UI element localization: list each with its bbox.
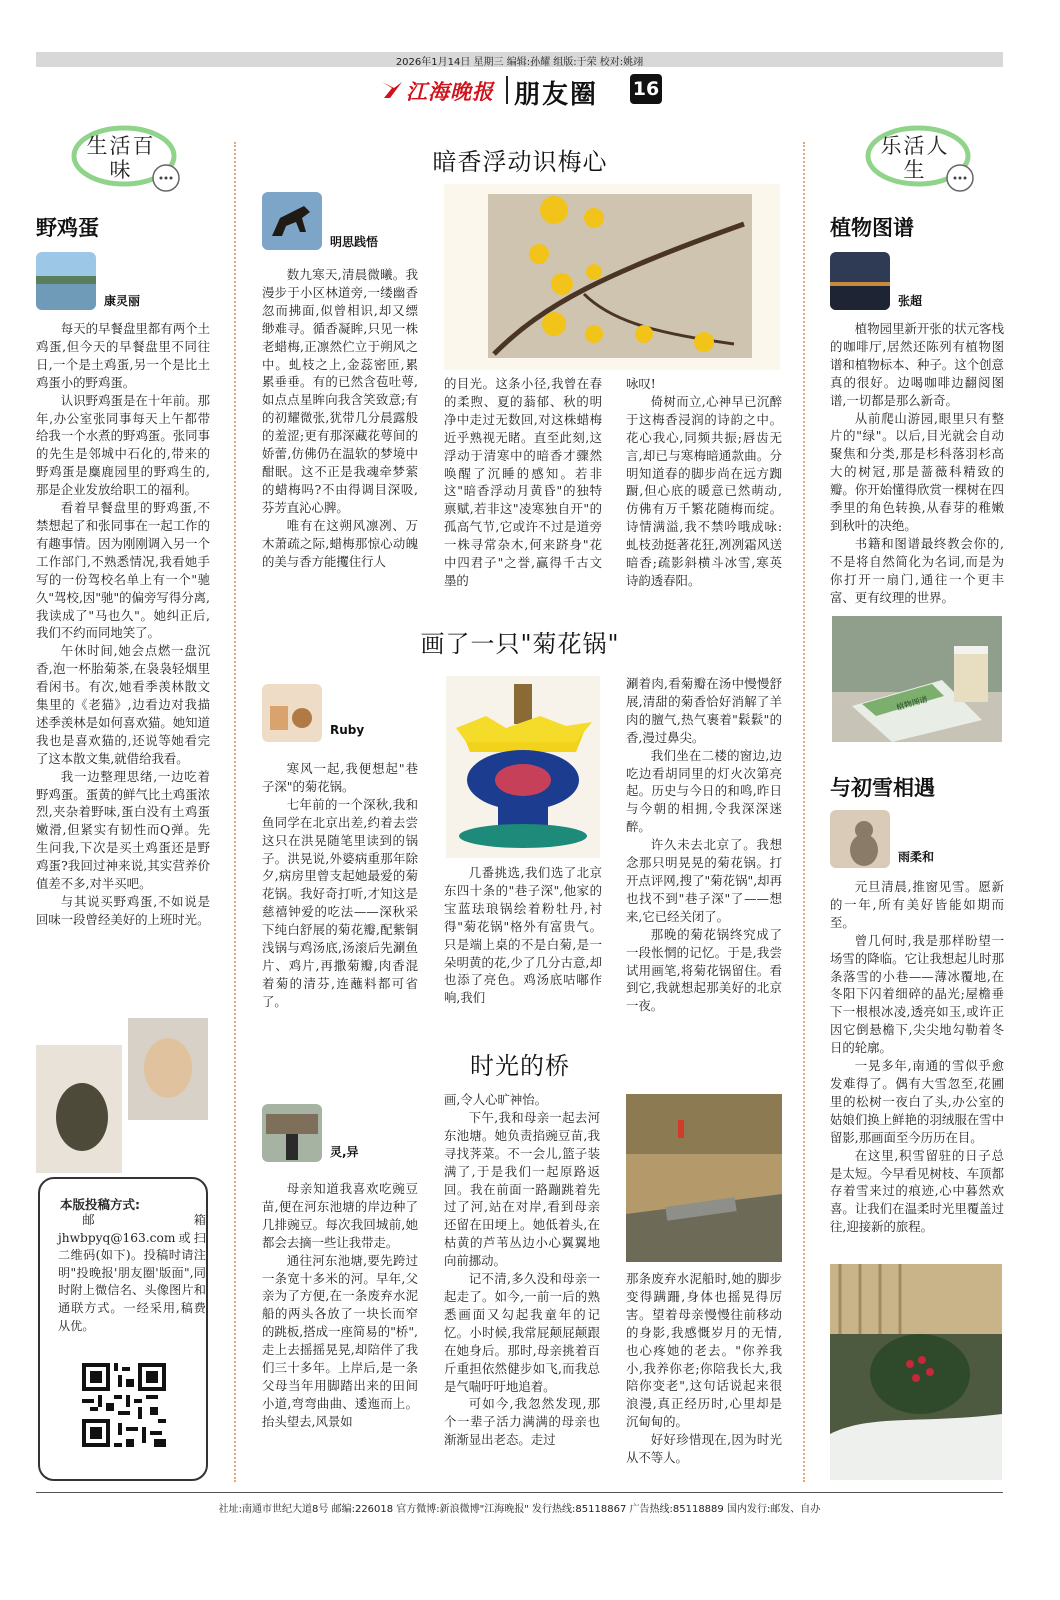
paragraph: 元旦清晨,推窗见雪。愿新的一年,所有美好皆能如期而至。 — [830, 879, 1004, 930]
paragraph: 一晃多年,南通的雪似乎愈发难得了。偶有大雪忽至,花圃里的松树一夜白了头,办公室的姑娘们换上鲜艳的羽绒服在雪中留影,那画面至今历历在目。 — [830, 1058, 1004, 1145]
paragraph: 可如今,我忽然发现,那个一辈子活力满满的母亲也渐渐显出老态。走过 — [444, 1396, 600, 1448]
egg-photo-light — [128, 1018, 208, 1120]
paragraph: 咏叹! — [626, 376, 656, 391]
column-label-left — [66, 122, 184, 196]
paragraph: 那晚的菊花锅终究成了一段怅惘的记忆。于是,我尝试用画笔,将菊花锅留住。看到它,我就想起那美好的北京一夜。 — [626, 926, 782, 1013]
submission-body — [58, 1212, 206, 1335]
article-body-hotpot-col3 — [626, 675, 782, 1013]
paragraph: 唯有在这朔风凛冽、万木萧疏之际,蜡梅那惊心动魄的美与香方能攫住行人 — [262, 517, 418, 569]
article-body-snow — [830, 878, 1004, 1260]
paragraph: 几番挑选,我们选了北京东四十条的"巷子深",他家的宝蓝珐琅锅绘着粉牡丹,衬得"菊花锅"格外有富贵气。只是端上桌的不是白菊,是一朵明黄的花,少了几分古意,却也添了亮色。鸡汤底咕嘟作响,我们 — [444, 865, 602, 1006]
paragraph: 与其说买野鸡蛋,不如说是回味一段曾经美好的上班时光。 — [36, 894, 210, 927]
column-label-right-text: 乐活人生 — [880, 134, 950, 182]
article-title-egg: 野鸡蛋 — [36, 215, 99, 240]
paragraph: 书籍和图谱最终教会你的,不是将自然简化为名词,而是为你打开一扇门,通往一个更丰富、更有纹理的世界。 — [830, 535, 1004, 605]
paragraph: 画,令人心旷神怡。 — [444, 1092, 548, 1107]
paragraph: 植物园里新开张的状元客栈的咖啡厅,居然还陈列有植物图谱和植物标本、种子。这个创意真的很好。边喝咖啡边翻阅图谱,一切都是那么新奇。 — [830, 321, 1004, 408]
article-title-bridge: 时光的桥 — [470, 1052, 570, 1080]
article-body-plum-col1 — [262, 266, 418, 600]
author-avatar-plum — [262, 192, 322, 250]
article-title-plants: 植物图谱 — [830, 215, 914, 240]
author-hotpot: Ruby — [330, 723, 365, 737]
paragraph: 寒风一起,我便想起"巷子深"的菊花锅。 — [262, 761, 418, 794]
paragraph: 的目光。这条小径,我曾在春的柔煦、夏的蓊郁、秋的明净中走过无数回,对这株蜡梅近乎熟视无睹。直至此刻,这浮动于清寒中的暗香才骤然唤醒了沉睡的感知。若非这"暗香浮动月黄昏"的独特禀赋,若非这"凌寒独自开"的孤高气节,它或许不过是道旁一株寻常杂木,何来跻身"花中四君子"之誉,赢得千古文墨的 — [444, 376, 602, 588]
column-divider-right — [803, 142, 805, 1482]
book-cover-title: 植物图谱 — [895, 694, 929, 713]
paragraph: 涮着肉,看菊瓣在汤中慢慢舒展,清甜的菊香恰好消解了羊肉的膻气,热气裹着"鬏鬏"的香,漫过鼻尖。 — [626, 676, 782, 745]
author-snow: 雨柔和 — [898, 850, 935, 864]
paragraph: 记不清,多久没和母亲一起走了。如今,一前一后的熟悉画面又勾起我童年的记忆。小时候,我常屁颠屁颠跟在她身后。那时,母亲挑着百斤重担依然健步如飞,而我总是气喘吁吁地追着。 — [444, 1271, 600, 1394]
paragraph: 好好珍惜现在,因为时光从不等人。 — [626, 1432, 782, 1466]
submission-title: 本版投稿方式: — [60, 1197, 140, 1212]
wintersweet-photo — [444, 184, 780, 370]
author-avatar-egg — [36, 252, 96, 310]
paragraph: 每天的早餐盘里都有两个土鸡蛋,但今天的早餐盘里不同往日,一个是土鸡蛋,另一个是比土鸡蛋小的野鸡蛋。 — [36, 321, 210, 390]
article-body-plum-col2 — [444, 375, 602, 597]
article-body-bridge-col3 — [626, 1270, 782, 1472]
paragraph: 从前爬山游园,眼里只有整片的"绿"。以后,目光就会自动聚焦和分类,那是杉科落羽杉高大的树冠,那是蔷薇科精致的瓣。你开始懂得欣赏一棵树在四季里的角色转换,从春芽的稚嫩到秋叶的决绝。 — [830, 410, 1004, 533]
masthead — [380, 72, 680, 108]
paragraph: 我一边整理思绪,一边吃着野鸡蛋。蛋黄的鲜气比土鸡蛋浓烈,夹杂着野味,蛋白没有土鸡蛋嫩滑,但紧实有韧性而Q弹。先生问我,下次是买土鸡蛋还是野鸡蛋?我回过神来说,其实营养价值差不多,对半买吧。 — [36, 768, 210, 892]
snow-garden-photo — [830, 1264, 1002, 1480]
author-avatar-hotpot — [262, 684, 322, 742]
submission-box — [38, 1177, 208, 1481]
submission-text: 邮箱jhwbpyq@163.com或扫二维码(如下)。投稿时请注明"投晚报'朋友圈'版面",同时附上微信名、头像图片和通联方式。一经采用,稿费从优。 — [58, 1213, 206, 1333]
paragraph: 许久未去北京了。我想念那只明晃晃的菊花锅。打开点评网,搜了"菊花锅",却再也找不到"巷子深"了——想来,它已经关闭了。 — [626, 837, 782, 924]
author-plants: 张超 — [898, 294, 923, 308]
paragraph: 数九寒天,清晨微曦。我漫步于小区林道旁,一缕幽香忽而拂面,似曾相识,却又缥缈难寻。循香凝眸,只见一株老蜡梅,正凛然伫立于朔风之中。虬枝之上,金蕊密匝,累累垂垂。有的已然含苞吐萼,如点点星眸向我含笑致意;有的初耀微张,犹带几分晨露般的羞涩;更有那深藏花萼间的娇蕾,仿佛仍在温软的梦境中酣眠。这不正是我魂牵梦萦的蜡梅吗?不由得调目深吸,芬芳直沁心脾。 — [262, 267, 418, 515]
page-number: 16 — [630, 74, 662, 104]
paragraph: 通往河东池塘,要先跨过一条宽十多米的河。早年,父亲为了方便,在一条废弃水泥船的两头各放了一块长而窄的跳板,搭成一座简易的"桥",走上去摇摇晃晃,却陪伴了我们三十多年。上岸后,是一条父母当年用脚踏出来的田间小道,弯弯曲曲、逶迤而上。抬头望去,风景如 — [262, 1252, 418, 1429]
author-avatar-bridge — [262, 1104, 322, 1162]
author-plum: 明思践悟 — [330, 235, 379, 249]
issue-info-bar — [36, 52, 1003, 67]
paragraph: 曾几何时,我是那样盼望一场雪的降临。它让我想起儿时那条落雪的小巷——薄冰覆地,在冬阳下闪着细碎的晶光;屋檐垂下一根根冰凌,透亮如玉,或许正因它倒悬檐下,尖尖地勾勒着冬日的轮廓。 — [830, 932, 1004, 1056]
author-avatar-plants — [830, 252, 890, 310]
paragraph: 午休时间,她会点燃一盘沉香,泡一杯胎菊茶,在袅袅轻烟里看闲书。有次,她看季羡林散文集里的《老猫》,边看边对我描述季羡林是如何喜欢猫。她知道我也是喜欢猫的,还说等她看完了这本散文集,就借给我看。 — [36, 643, 210, 766]
article-title-plum: 暗香浮动识梅心 — [432, 148, 608, 176]
paragraph: 在这里,积雪留驻的日子总是太短。今早看见树枝、车顶都存着雪来过的痕迹,心中暮然欢喜。让我们在温柔时光里覆盖过往,迎接新的旅程。 — [830, 1147, 1004, 1235]
paragraph: 母亲知道我喜欢吃豌豆苗,便在河东池塘的岸边种了几排豌豆。每次我回城前,她都会去摘一些让我带走。 — [262, 1181, 418, 1250]
paragraph: 看着早餐盘里的野鸡蛋,不禁想起了和张同事在一起工作的有趣事情。因为刚刚调入另一个工作部门,不熟悉情况,我看她手写的一份驾校名单上有一个"驰久"驾校,因"驰"的偏旁写得分离,我读成了"马也久"。她纠正后,我们不约而同地笑了。 — [36, 500, 210, 641]
author-egg: 康灵丽 — [104, 294, 141, 308]
paragraph: 那条废弃水泥船时,她的脚步变得蹒跚,身体也摇晃得厉害。望着母亲慢慢往前移动的身影,我感慨岁月的无情,也心疼她的老去。"你养我小,我养你老;你陪我长大,我陪你变老",这句话说起来很浪漫,真正经历时,心里却是沉甸甸的。 — [626, 1271, 782, 1430]
plant-atlas-photo — [832, 616, 1002, 742]
article-body-plants — [830, 320, 1004, 612]
hotpot-painting — [446, 676, 600, 858]
author-bridge: 灵,异 — [330, 1145, 359, 1159]
qr-code-icon[interactable] — [82, 1363, 166, 1447]
article-title-hotpot: 画了一只"菊花锅" — [420, 630, 620, 658]
column-label-right — [860, 122, 978, 196]
column-divider-left — [234, 142, 236, 1482]
article-body-egg — [36, 320, 210, 1020]
footer-divider — [36, 1492, 1003, 1493]
paper-name: 江海晚报 — [406, 79, 494, 104]
article-body-hotpot-col2 — [444, 864, 602, 1012]
masthead-separator — [506, 76, 508, 104]
article-title-snow: 与初雪相遇 — [830, 775, 935, 800]
article-body-bridge-col2 — [444, 1091, 600, 1472]
article-body-plum-col3 — [626, 375, 782, 597]
bridge-photo — [626, 1094, 782, 1262]
egg-photo-dark — [36, 1045, 122, 1173]
paragraph: 认识野鸡蛋是在十年前。那年,办公室张同事每天上午都带给我一个水煮的野鸡蛋。张同事的先生是邻城中石化的,带来的野鸡蛋是麋鹿园里的野鸡生的,那是企业发放给职工的福利。 — [36, 392, 210, 498]
article-body-bridge-col1 — [262, 1180, 418, 1472]
section-name: 朋友圈 — [514, 80, 599, 110]
paragraph: 下午,我和母亲一起去河东池塘。她负责掐豌豆苗,我寻找荠菜。不一会儿,篮子装满了,于是我们一起原路返回。我在前面一路蹦跳着先过了河,站在对岸,看到母亲还留在田埂上。她低着头,在枯黄的芦苇丛边小心翼翼地向前挪动。 — [444, 1109, 600, 1269]
article-body-hotpot-col1 — [262, 760, 418, 1016]
paragraph: 我们坐在二楼的窗边,边吃边看胡同里的灯火次第亮起。历史与今日的和鸣,昨日与今朝的相拥,令我深深迷醉。 — [626, 747, 782, 835]
footer-info: 社址:南通市世纪大道8号 邮编:226018 官方微博:新浪微博"江海晚报" 发行热线:85118867 广告热线:85118889 国内发行:邮发、自办 — [218, 1504, 821, 1515]
author-avatar-snow — [830, 810, 890, 868]
paragraph: 倚树而立,心神早已沉醉于这梅香浸润的诗韵之中。花心我心,同频共振;唇齿无言,却已与寒梅暗通款曲。分明知道春的脚步尚在远方踟蹰,但心底的暖意已然萌动,仿佛有万千繁花随梅而绽。诗情满溢,我不禁吟哦成咏:虬枝劲挺著花狂,冽冽霜风送暗香;疏影斜横斗冰雪,寒英诗韵透春阳。 — [626, 393, 782, 588]
paragraph: 七年前的一个深秋,我和鱼同学在北京出差,约着去尝这只在洪晃随笔里读到的锅子。洪晃说,外婆病重那年除夕,病房里曾支起她最爱的菊花锅。我好奇打听,才知这是慈禧钟爱的吃法——深秋采下纯白舒展的菊花瓣,配紫铜浅锅与鸡汤底,汤滚后先涮鱼片、鸡片,再撒菊瓣,肉香混着菊的清芬,连蘸料都可省了。 — [262, 796, 418, 1009]
issue-info: 2026年1月14日 星期三 编辑:孙耀 组版:于荣 校对:姚翊 — [395, 57, 644, 68]
newspaper-logo-icon — [380, 78, 404, 100]
column-label-left-text: 生活百味 — [86, 134, 156, 182]
